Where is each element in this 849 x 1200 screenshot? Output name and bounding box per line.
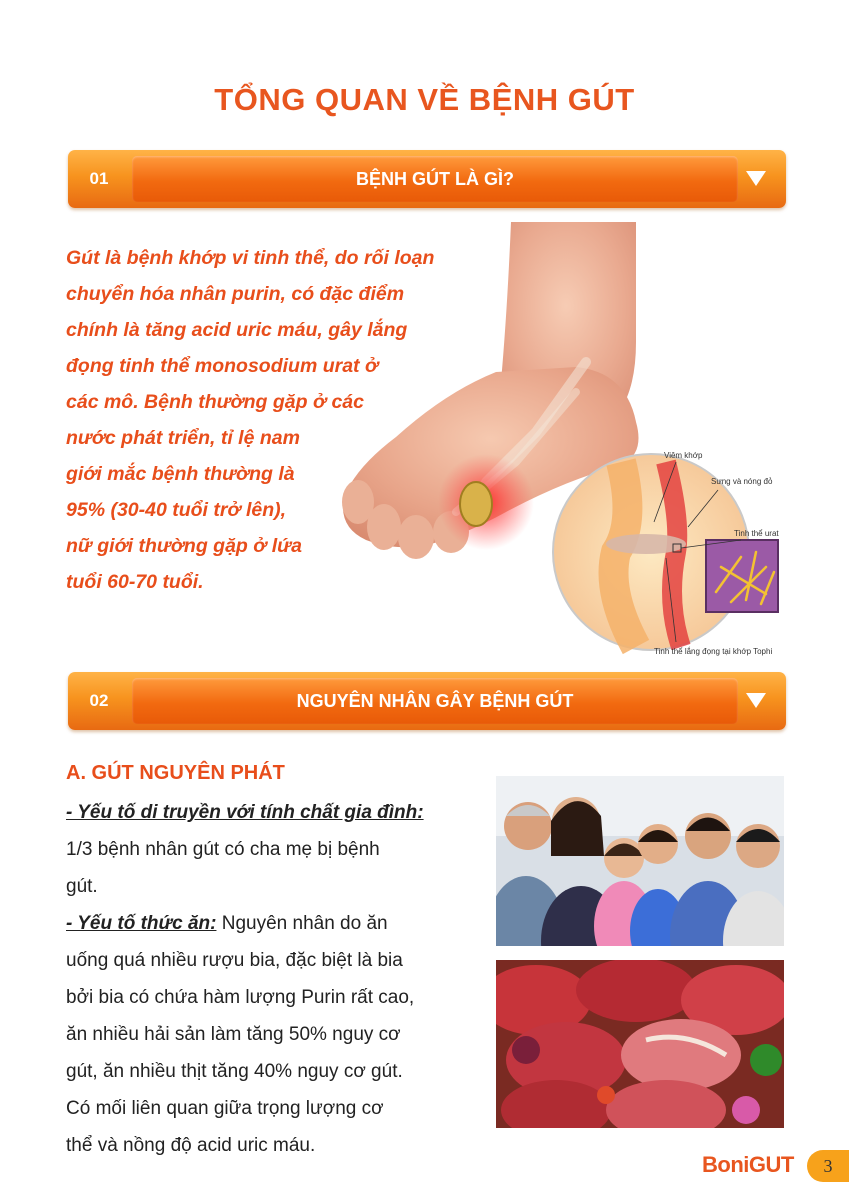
page-title: TỔNG QUAN VỀ BỆNH GÚT [214,82,635,117]
body-line: ăn nhiều hải sản làm tăng 50% nguy cơ [66,1024,401,1045]
subsection-title: A. GÚT NGUYÊN PHÁT [66,762,285,784]
intro-line: tuổi 60-70 tuổi. [66,571,204,593]
section-title-band-1 [132,156,738,202]
intro-line: các mô. Bệnh thường gặp ở các [66,391,364,413]
factor-heading-diet: - Yếu tố thức ăn: [66,913,217,934]
section-title-band-2 [132,678,738,724]
chevron-down-icon[interactable] [746,171,766,186]
intro-line: giới mắc bệnh thường là [66,463,295,485]
body-line: thể và nồng độ acid uric máu. [66,1135,316,1156]
brand-prefix: Boni [702,1152,749,1177]
intro-line: Gút là bệnh khớp vi tinh thể, do rối loạn [66,247,435,269]
diagram-label-inflammation: Viêm khớp [664,451,703,460]
section-heading-2: NGUYÊN NHÂN GÂY BỆNH GÚT [296,691,574,711]
body-line: uống quá nhiều rượu bia, đặc biệt là bia [66,950,403,971]
body-line: gút. [66,876,98,897]
section-header-1[interactable] [68,150,786,208]
section-heading-1: BỆNH GÚT LÀ GÌ? [356,169,514,189]
section-number-1: 01 [89,169,109,188]
causes-text [66,794,466,1164]
page-number: 3 [807,1150,849,1182]
body-line: gút, ăn nhiều thịt tăng 40% nguy cơ gút. [66,1061,403,1082]
diagram-label-tophi: Tinh thể lắng đọng tại khớp Tophi [654,647,773,656]
intro-line: đọng tinh thể monosodium urat ở [66,355,379,377]
diagram-label-crystal: Tinh thể urat [734,529,779,538]
gout-foot-illustration [336,222,806,664]
body-line: Có mối liên quan giữa trọng lượng cơ [66,1098,384,1119]
diagram-label-swelling: Sưng và nóng đỏ [711,477,773,486]
section-header-2[interactable] [68,672,786,730]
intro-line: 95% (30-40 tuổi trở lên), [66,499,287,521]
chevron-down-icon[interactable] [746,693,766,708]
meat-photo [496,960,784,1128]
body-line: Nguyên nhân do ăn [216,913,388,934]
brand-logo [702,1152,794,1178]
body-line: 1/3 bệnh nhân gút có cha mẹ bị bệnh [66,839,380,860]
intro-line: chuyển hóa nhân purin, có đặc điểm [66,283,405,305]
intro-line: nước phát triển, tỉ lệ nam [66,427,300,449]
intro-line: chính là tăng acid uric máu, gây lắng [66,319,408,341]
intro-line: nữ giới thường gặp ở lứa [66,535,302,557]
brand-suffix: GUT [748,1152,794,1177]
factor-heading-genetic: - Yếu tố di truyền với tính chất gia đình: [66,802,424,823]
family-photo [496,776,784,946]
factor-line-diet [66,905,466,942]
section-number-2: 02 [89,691,109,710]
body-line: bởi bia có chứa hàm lượng Purin rất cao, [66,987,415,1008]
